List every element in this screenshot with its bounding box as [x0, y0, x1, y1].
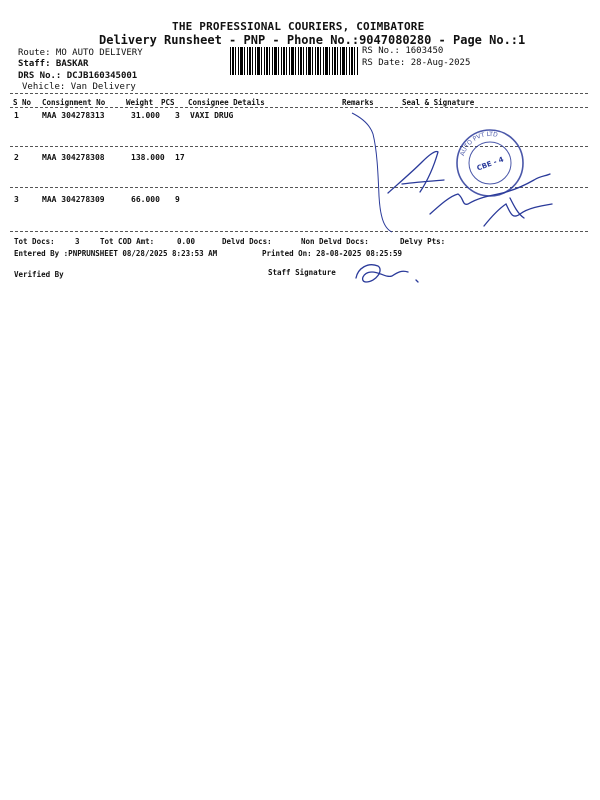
row-sno: 2: [14, 153, 19, 162]
col-header-consignment: Consignment No: [42, 98, 106, 107]
svg-text:AUTO PVT LTD: AUTO PVT LTD: [459, 130, 499, 157]
staff-signature: [356, 265, 418, 282]
runsheet-subtitle: Delivery Runsheet - PNP - Phone No.:9047080280 - Page No.:1: [99, 33, 526, 47]
row-weight: 66.000: [131, 195, 160, 204]
row-sno: 1: [14, 111, 19, 120]
delvy-pts-label: Delvy Pts:: [400, 237, 446, 246]
col-header-seal: Seal & Signature: [402, 98, 475, 107]
vehicle-text: Vehicle: Van Delivery: [22, 82, 136, 92]
row-consignment: MAA 304278308: [42, 153, 105, 162]
rs-date: RS Date: 28-Aug-2025: [362, 58, 471, 68]
row-pcs: 3: [175, 111, 180, 120]
row-pcs: 17: [175, 153, 185, 162]
staff-signature-label: Staff Signature: [268, 268, 336, 277]
staff-text: Staff: BASKAR: [18, 59, 89, 69]
company-seal: [457, 130, 523, 196]
verified-by-label: Verified By: [14, 270, 64, 279]
row-consignment: MAA 304278309: [42, 195, 105, 204]
row-weight: 31.000: [131, 111, 160, 120]
row-sno: 3: [14, 195, 19, 204]
col-header-weight: Weight: [126, 98, 154, 107]
row-consignee: VAXI DRUG: [190, 111, 234, 120]
row-pcs: 9: [175, 195, 180, 204]
rs-number: RS No.: 1603450: [362, 46, 444, 56]
svg-text:CBE - 4: CBE - 4: [475, 155, 505, 173]
col-header-remarks: Remarks: [342, 98, 374, 107]
entered-by: Entered By :PNPRUNSHEET 08/28/2025 8:23:53 AM: [14, 249, 218, 258]
col-header-pcs: PCS: [161, 98, 175, 107]
tot-docs-value: 3: [75, 237, 80, 246]
row-weight: 138.000: [131, 153, 165, 162]
tot-docs-label: Tot Docs:: [14, 237, 55, 246]
col-header-sno: S No: [13, 98, 32, 107]
company-title: THE PROFESSIONAL COURIERS, COIMBATORE: [172, 20, 425, 33]
delvd-docs-label: Delvd Docs:: [222, 237, 272, 246]
remarks-check-mark: [352, 113, 392, 232]
printed-on: Printed On: 28-08-2025 08:25:59: [262, 249, 402, 258]
row-consignment: MAA 304278313: [42, 111, 105, 120]
non-delvd-docs-label: Non Delvd Docs:: [301, 237, 369, 246]
col-header-consignee: Consignee Details: [188, 98, 265, 107]
drs-number: DRS No.: DCJB160345001: [18, 71, 138, 81]
route-text: Route: MO AUTO DELIVERY: [18, 48, 143, 58]
tot-cod-label: Tot COD Amt:: [100, 237, 155, 246]
tot-cod-value: 0.00: [177, 237, 196, 246]
